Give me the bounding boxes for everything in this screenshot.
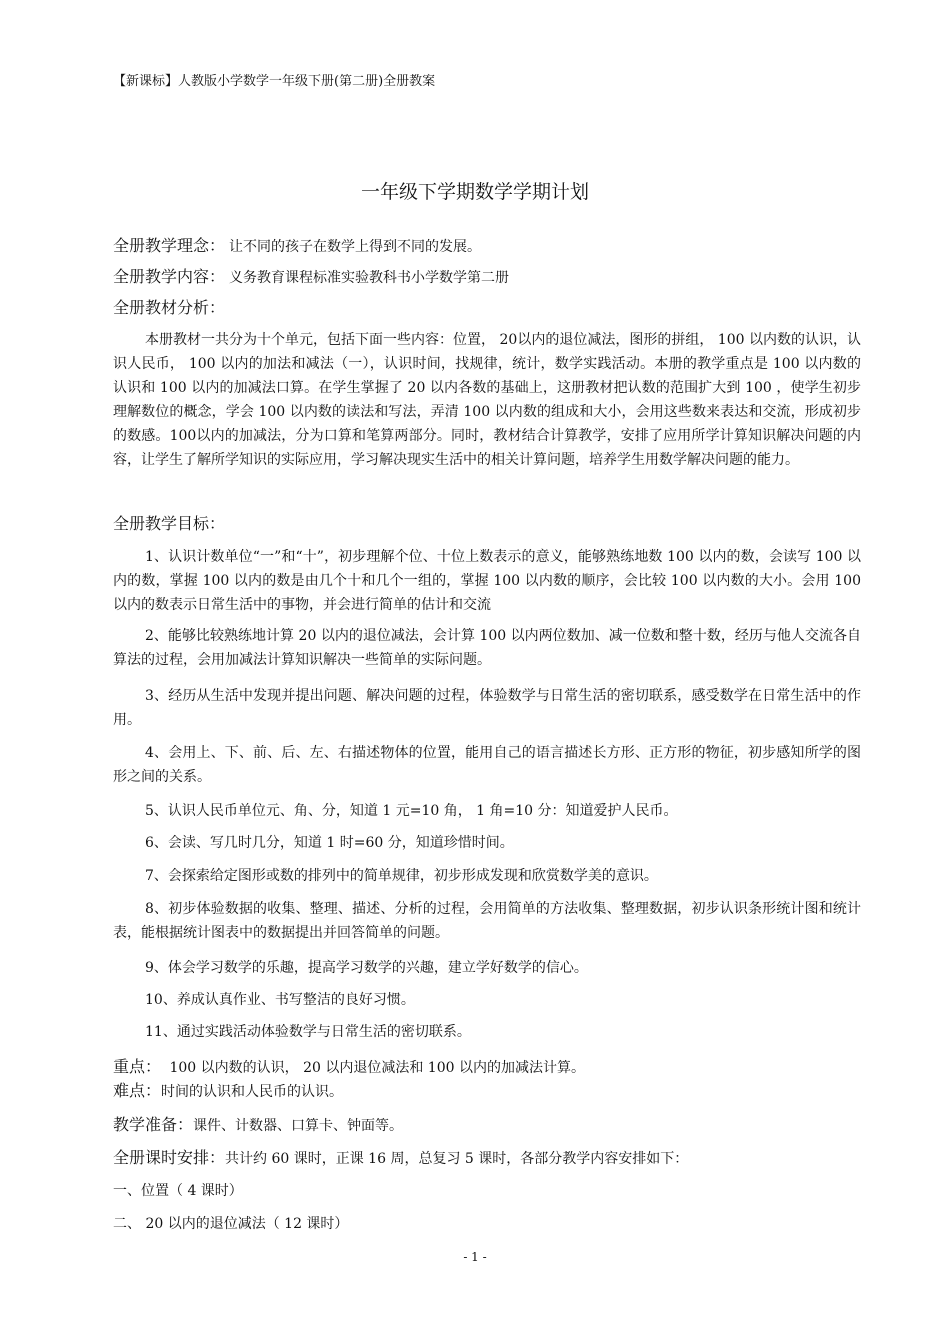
goals-heading: 全册教学目标： xyxy=(113,514,226,533)
key-section xyxy=(113,1054,585,1077)
content-section xyxy=(113,264,509,287)
difficulty-value: 时间的认识和人民币的认识。 xyxy=(161,1084,344,1100)
page-title: 一年级下学期数学学期计划 xyxy=(360,181,589,203)
goal-item-1: 1、认识计数单位“一”和“十”，初步理解个位、十位上数表示的意义，能够熟练地数 100 以内的数，会读写 100 以内的数，掌握 100 以内的数是由几个十和几个一组的，掌握 100 以内数的顺序，会比较 100 以内数的大小。会用 100 以内的数表示日常生活中的事物，并会进行简单的估计和交流 xyxy=(113,549,861,613)
concept-label: 全册教学理念： xyxy=(113,236,226,255)
goal-item-8: 8、初步体验数据的收集、整理、描述、分析的过程，会用简单的方法收集、整理数据，初步认识条形统计图和统计表，能根据统计图表中的数据提出并回答简单的问题。 xyxy=(113,901,861,941)
difficulty-section xyxy=(113,1078,343,1101)
schedule-section xyxy=(113,1145,688,1168)
analysis-heading: 全册教材分析： xyxy=(113,298,226,317)
prep-label: 教学准备： xyxy=(113,1115,194,1134)
goal-item-4: 4、会用上、下、前、后、左、右描述物体的位置，能用自己的语言描述长方形、正方形的物征，初步感知所学的图形之间的关系。 xyxy=(113,745,861,785)
schedule-label: 全册课时安排： xyxy=(113,1148,226,1167)
concept-section xyxy=(113,233,481,256)
key-value: 100 以内数的认识， 20 以内退位减法和 100 以内的加减法计算。 xyxy=(165,1060,585,1076)
goal-item-10: 10、养成认真作业、书写整洁的良好习惯。 xyxy=(145,992,415,1008)
analysis-paragraph: 本册教材一共分为十个单元，包括下面一些内容：位置， 20以内的退位减法，图形的拼组， 100 以内数的认识，认识人民币， 100 以内的加法和减法（一），认识时间，找规律，统计，数学实践活动。本册的教学重点是 100 以内数的认识和 100 以内的加减法口算。在学生掌握了 20 以内各数的基础上，这册教材把认数的范围扩大到 100 ，使学生初步理解数位的概念，学会 100 以内数的读法和写法，弄清 100 以内数的组成和大小，会用这些数来表达和交流，形成初步的数感。100以内的加减法，分为口算和笔算两部分。同时，教材结合计算教学，安排了应用所学计算知识解决问题的内容，让学生了解所学知识的实际应用，学习解决现实生活中的相关计算问题，培养学生用数学解决问题的能力。 xyxy=(113,332,861,468)
concept-value: 让不同的孩子在数学上得到不同的发展。 xyxy=(229,239,482,255)
prep-value: 课件、计数器、口算卡、钟面等。 xyxy=(193,1118,404,1134)
goal-item-2: 2、能够比较熟练地计算 20 以内的退位减法，会计算 100 以内两位数加、减一位数和整十数，经历与他人交流各自算法的过程，会用加减法计算知识解决一些简单的实际问题。 xyxy=(113,628,861,668)
prep-section xyxy=(113,1112,403,1135)
goal-item-9: 9、体会学习数学的乐趣，提高学习数学的兴趣，建立学好数学的信心。 xyxy=(145,960,588,976)
content-label: 全册教学内容： xyxy=(113,267,226,286)
goal-item-7: 7、会探索给定图形或数的排列中的简单规律，初步形成发现和欣赏数学美的意识。 xyxy=(145,868,658,884)
goal-item-3: 3、经历从生活中发现并提出问题、解决问题的过程，体验数学与日常生活的密切联系，感受数学在日常生活中的作用。 xyxy=(113,688,861,728)
goal-item-6: 6、会读、写几时几分，知道 1 时=60 分，知道珍惜时间。 xyxy=(145,835,514,851)
page-number: - 1 - xyxy=(463,1250,487,1264)
unit-item-2: 二、 20 以内的退位减法（ 12 课时） xyxy=(113,1216,349,1232)
unit-item-1: 一、位置（ 4 课时） xyxy=(113,1183,243,1199)
schedule-value: 共计约 60 课时，正课 16 周，总复习 5 课时，各部分教学内容安排如下： xyxy=(225,1151,689,1167)
difficulty-label: 难点： xyxy=(113,1081,162,1100)
content-value: 义务教育课程标准实验教科书小学数学第二册 xyxy=(229,270,510,286)
goal-item-11: 11、通过实践活动体验数学与日常生活的密切联系。 xyxy=(145,1024,471,1040)
document-header: 【新课标】人教版小学数学一年级下册(第二册)全册教案 xyxy=(113,74,436,89)
key-label: 重点： xyxy=(113,1057,162,1076)
goal-item-5: 5、认识人民币单位元、角、分，知道 1 元=10 角， 1 角=10 分：知道爱护人民币。 xyxy=(145,803,678,819)
